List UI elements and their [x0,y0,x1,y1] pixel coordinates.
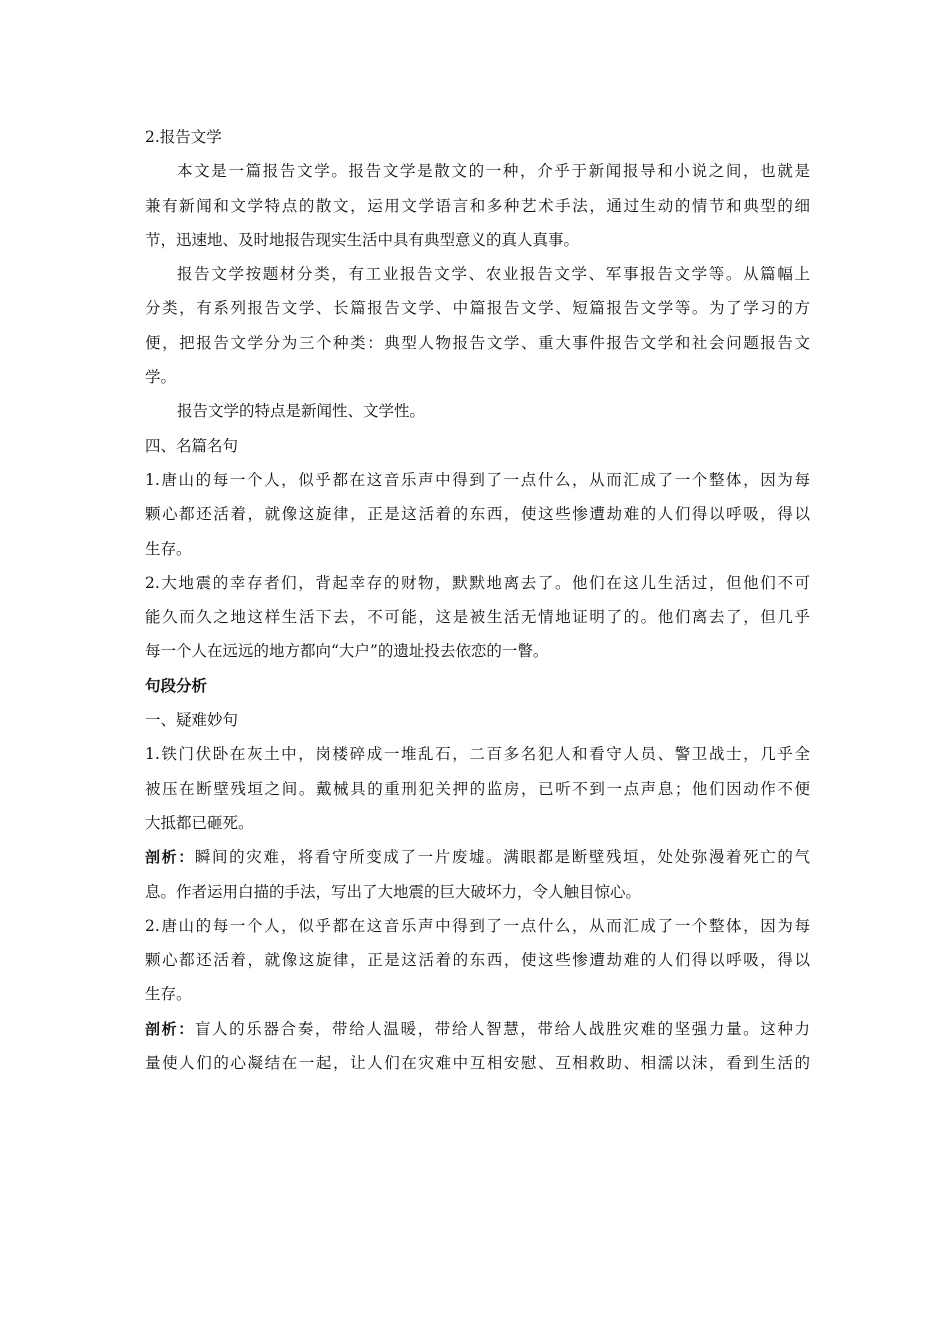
analysis-comment-1 [145,840,810,909]
analysis-sentence-2 [145,909,810,1012]
heading-difficult-sentences: 一、疑难妙句 [145,711,239,730]
analysis-label: 剖析： [145,1019,195,1038]
quote-2 [145,566,810,669]
heading-famous-quotes: 四、名篇名句 [145,436,239,455]
text-line: 颗心都还活着，就像这旋律，正是这活着的东西，使这些惨遭劫难的人们得以呼吸，得以 [145,951,810,970]
document-content [145,120,810,1080]
text-line: 学。 [145,368,177,387]
text-line: 息。作者运用白描的手法，写出了大地震的巨大破坏力，令人触目惊心。 [145,882,642,901]
text-line: 能久而久之地这样生活下去，不可能，这是被生活无情地证明了的。他们离去了，但几乎 [145,608,810,627]
analysis-label: 剖析： [145,848,195,867]
quote-1 [145,463,810,566]
paragraph-features: 报告文学的特点是新闻性、文学性。 [177,402,426,421]
text-line: 2.大地震的幸存者们，背起幸存的财物，默默地离去了。他们在这儿生活过，但他们不可 [145,573,810,592]
text-line: 便，把报告文学分为三个种类：典型人物报告文学、重大事件报告文学和社会问题报告文 [145,333,810,352]
text-line: 1.铁门伏卧在灰土中，岗楼碎成一堆乱石，二百多名犯人和看守人员、警卫战士，几乎全 [145,745,810,764]
heading-sentence-analysis: 句段分析 [145,676,208,695]
text-line: 大抵都已砸死。 [145,813,254,832]
text-line: 报告文学按题材分类，有工业报告文学、农业报告文学、军事报告文学等。从篇幅上 [177,265,810,284]
text-line: 节，迅速地、及时地报告现实生活中具有典型意义的真人真事。 [145,230,580,249]
text-line: 本文是一篇报告文学。报告文学是散文的一种，介乎于新闻报导和小说之间，也就是 [177,162,810,181]
text-line: 生存。 [145,985,192,1004]
text-line: 2.唐山的每一个人，似乎都在这音乐声中得到了一点什么，从而汇成了一个整体，因为每 [145,916,810,935]
analysis-comment-2 [145,1012,810,1081]
text-line: 每一个人在远远的地方都向“大户”的遗址投去依恋的一瞥。 [145,642,549,661]
text-line: 分类，有系列报告文学、长篇报告文学、中篇报告文学、短篇报告文学等。为了学习的方 [145,299,810,318]
text-line: 生存。 [145,539,192,558]
paragraph-definition [145,154,810,257]
text-line: 剖析：瞬间的灾难，将看守所变成了一片废墟。满眼都是断壁残垣，处处弥漫着死亡的气 [145,848,810,867]
paragraph-classification [145,257,810,394]
text-line: 兼有新闻和文学特点的散文，运用文学语言和多种艺术手法，通过生动的情节和典型的细 [145,196,810,215]
text-line: 被压在断壁残垣之间。戴械具的重刑犯关押的监房，已听不到一点声息；他们因动作不便 [145,779,810,798]
section-title-report-literature: 2.报告文学 [145,128,222,146]
text-line: 剖析：盲人的乐器合奏，带给人温暖，带给人智慧，带给人战胜灾难的坚强力量。这种力 [145,1019,810,1038]
text-line: 量使人们的心凝结在一起，让人们在灾难中互相安慰、互相救助、相濡以沫，看到生活的 [145,1054,810,1073]
analysis-sentence-1 [145,737,810,840]
text-line: 1.唐山的每一个人，似乎都在这音乐声中得到了一点什么，从而汇成了一个整体，因为每 [145,470,810,489]
text-line: 颗心都还活着，就像这旋律，正是这活着的东西，使这些惨遭劫难的人们得以呼吸，得以 [145,505,810,524]
